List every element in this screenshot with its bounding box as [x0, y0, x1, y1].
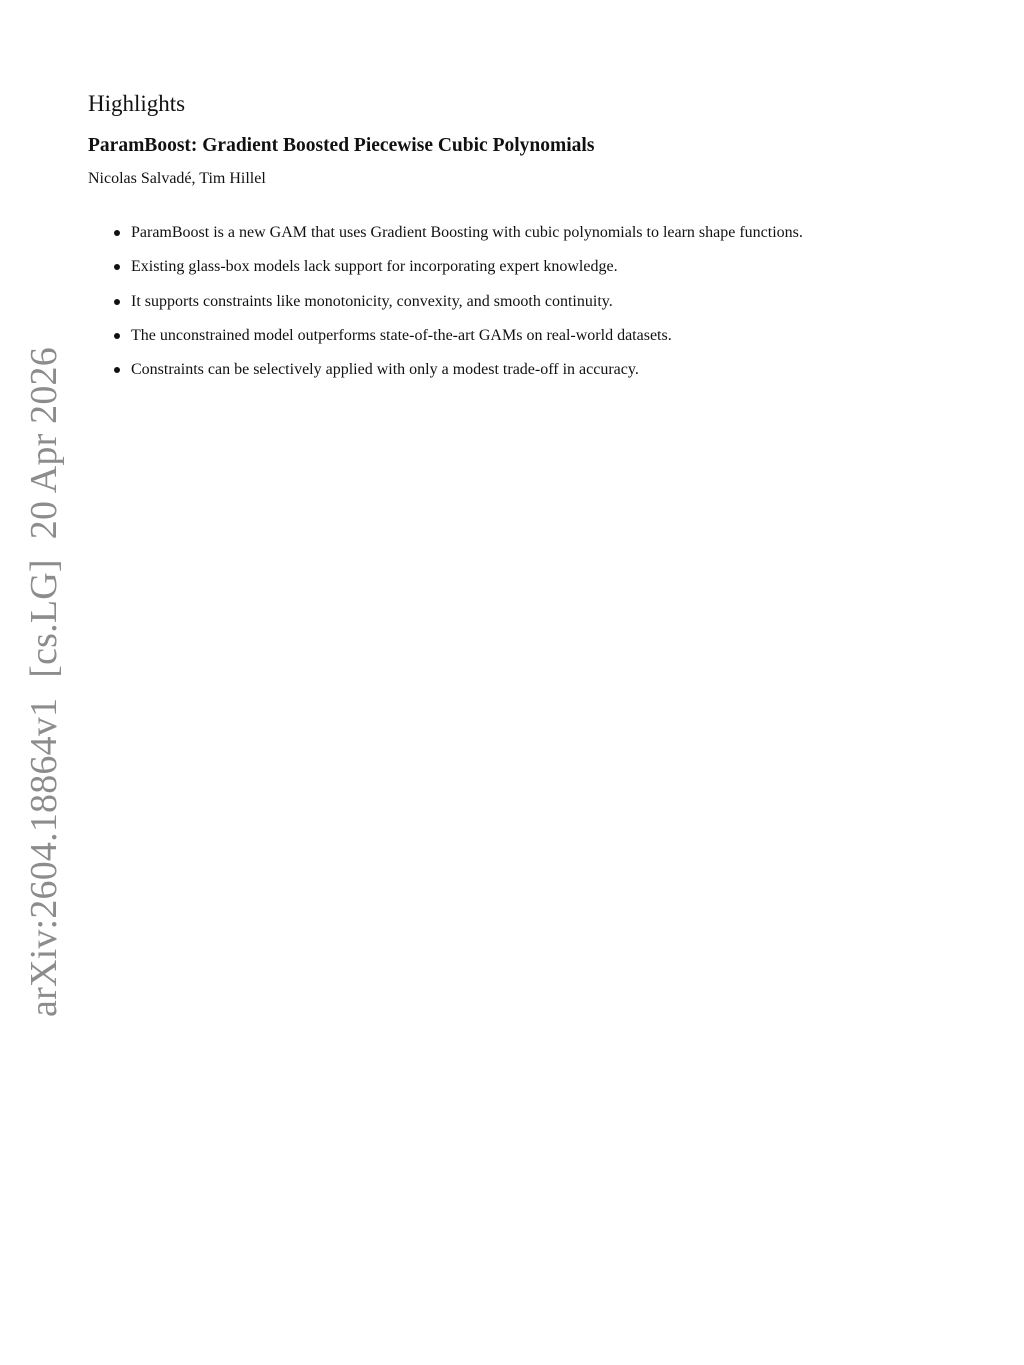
- highlight-item: [112, 325, 972, 347]
- highlight-item: [112, 256, 972, 278]
- highlight-item: [112, 222, 972, 244]
- highlight-item: [112, 291, 972, 313]
- author-list: Nicolas Salvadé, Tim Hillel: [88, 170, 266, 187]
- bullet-icon: [114, 367, 120, 373]
- arxiv-date: 20 Apr 2026: [23, 347, 65, 540]
- highlights-list: [112, 222, 972, 393]
- paper-title: ParamBoost: Gradient Boosted Piecewise Cubic Polynomials: [88, 135, 595, 156]
- highlight-text: It supports constraints like monotonicity, convexity, and smooth continuity.: [131, 292, 613, 310]
- highlight-text: ParamBoost is a new GAM that uses Gradient Boosting with cubic polynomials to learn shape functions.: [131, 224, 803, 241]
- highlight-text: The unconstrained model outperforms state-of-the-art GAMs on real-world datasets.: [131, 326, 672, 344]
- highlight-text: Constraints can be selectively applied with only a modest trade-off in accuracy.: [131, 361, 639, 379]
- arxiv-stamp: [24, 347, 64, 1017]
- bullet-icon: [114, 230, 120, 236]
- arxiv-id: arXiv:2604.18864v1: [23, 697, 65, 1017]
- section-heading: Highlights: [88, 91, 186, 116]
- highlight-text: Existing glass-box models lack support for incorporating expert knowledge.: [131, 258, 618, 276]
- bullet-icon: [114, 333, 120, 339]
- arxiv-category: [cs.LG]: [23, 559, 65, 678]
- bullet-icon: [114, 299, 120, 305]
- bullet-icon: [114, 264, 120, 270]
- highlight-item: [112, 359, 972, 381]
